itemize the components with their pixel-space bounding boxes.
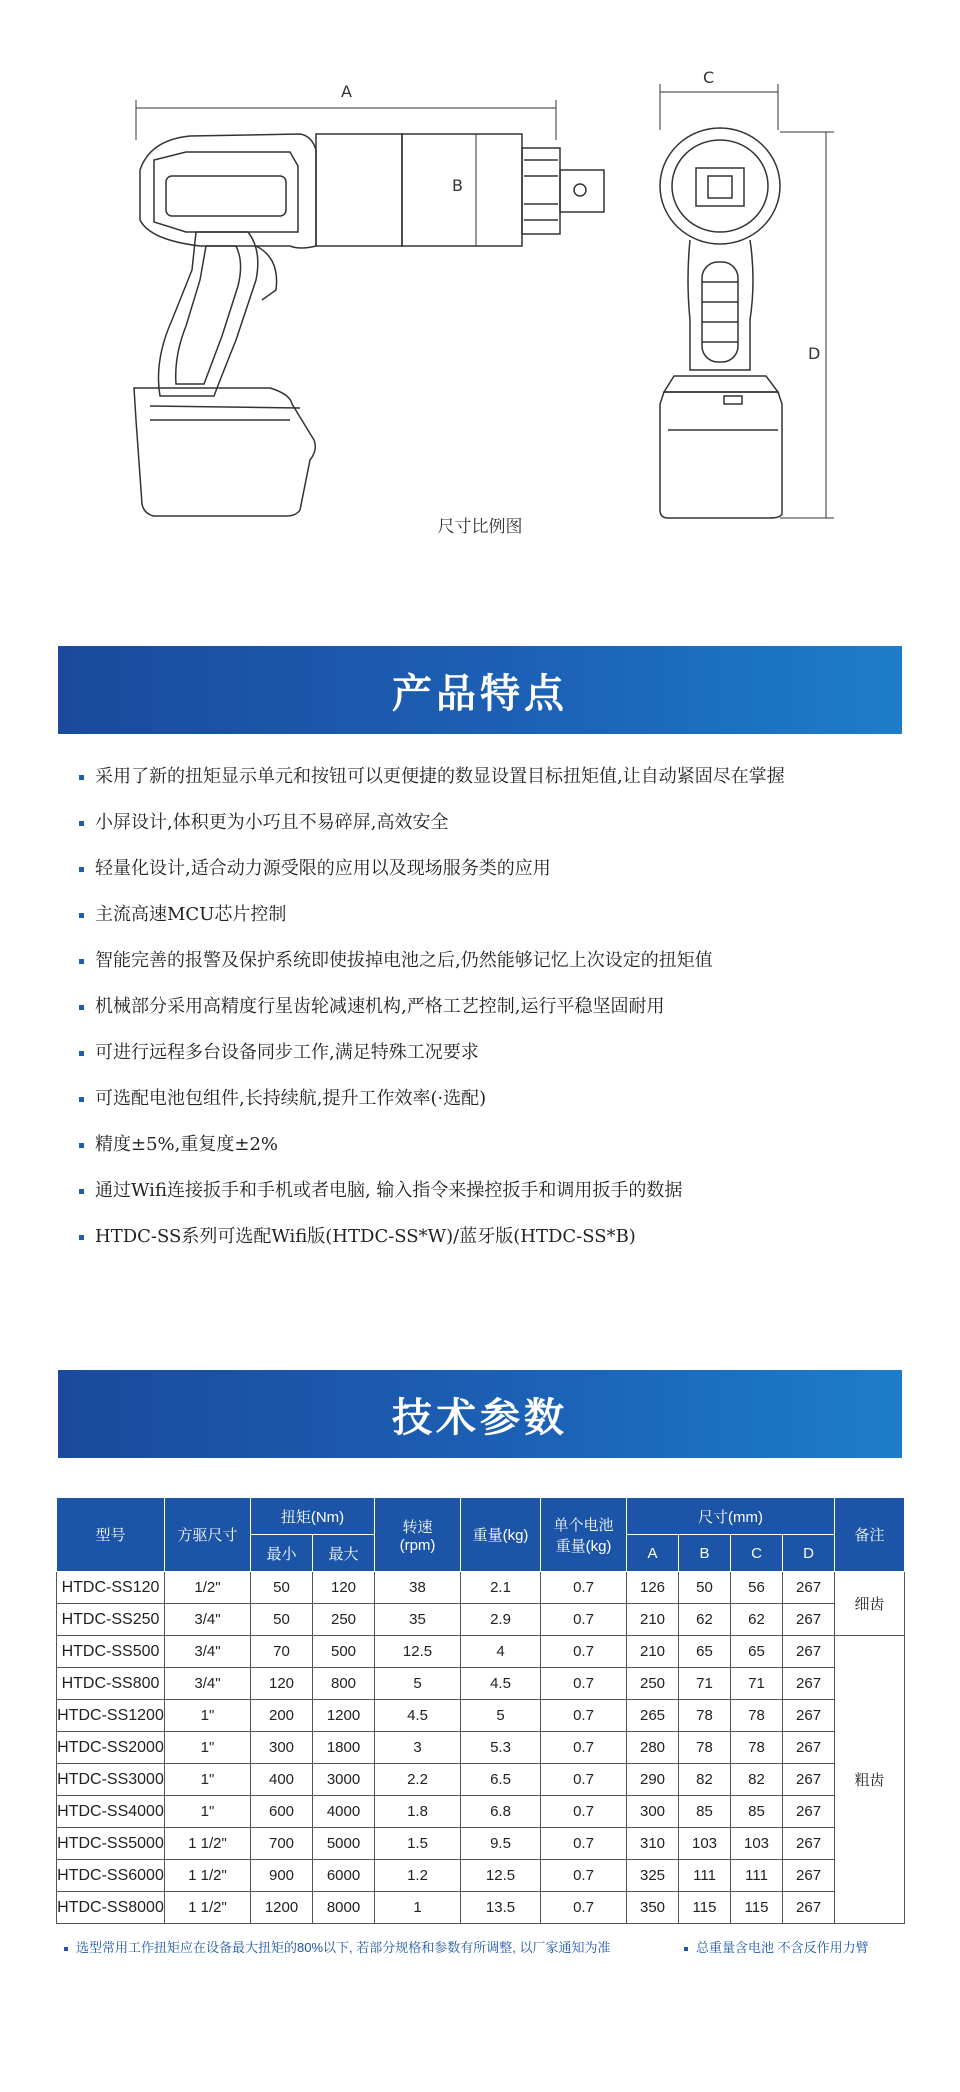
feature-item: 可选配电池包组件,长持续航,提升工作效率(·选配)	[76, 1084, 896, 1130]
feature-item: 智能完善的报警及保护系统即使拔掉电池之后,仍然能够记忆上次设定的扭矩值	[76, 946, 896, 992]
cell-c: 62	[731, 1604, 783, 1636]
cell-max: 800	[313, 1668, 375, 1700]
table-row	[57, 1572, 905, 1604]
cell-c: 71	[731, 1668, 783, 1700]
cell-battery: 0.7	[541, 1636, 627, 1668]
cell-min: 400	[251, 1764, 313, 1796]
cell-d: 267	[783, 1700, 835, 1732]
dim-b-label: B	[452, 176, 463, 195]
table-row	[57, 1892, 905, 1924]
cell-max: 120	[313, 1572, 375, 1604]
cell-weight: 4	[461, 1636, 541, 1668]
cell-max: 1200	[313, 1700, 375, 1732]
cell-drive: 1"	[165, 1732, 251, 1764]
header-size-c: C	[731, 1535, 783, 1572]
cell-a: 210	[627, 1636, 679, 1668]
cell-speed: 4.5	[375, 1700, 461, 1732]
cell-a: 265	[627, 1700, 679, 1732]
cell-battery: 0.7	[541, 1732, 627, 1764]
cell-d: 267	[783, 1604, 835, 1636]
cell-c: 85	[731, 1796, 783, 1828]
cell-d: 267	[783, 1764, 835, 1796]
header-speed-unit: (rpm)	[399, 1536, 436, 1554]
table-row	[57, 1732, 905, 1764]
cell-d: 267	[783, 1828, 835, 1860]
cell-drive: 1/2"	[165, 1572, 251, 1604]
cell-weight: 5	[461, 1700, 541, 1732]
table-row	[57, 1700, 905, 1732]
header-size: 尺寸(mm)	[627, 1498, 835, 1535]
wrench-drawing	[0, 0, 960, 560]
cell-weight: 2.1	[461, 1572, 541, 1604]
cell-max: 3000	[313, 1764, 375, 1796]
cell-b: 111	[679, 1860, 731, 1892]
table-row	[57, 1828, 905, 1860]
cell-min: 600	[251, 1796, 313, 1828]
feature-item: 小屏设计,体积更为小巧且不易碎屏,高效安全	[76, 808, 896, 854]
cell-battery: 0.7	[541, 1604, 627, 1636]
cell-min: 120	[251, 1668, 313, 1700]
cell-min: 700	[251, 1828, 313, 1860]
cell-max: 250	[313, 1604, 375, 1636]
table-row	[57, 1604, 905, 1636]
cell-drive: 3/4"	[165, 1636, 251, 1668]
cell-b: 103	[679, 1828, 731, 1860]
cell-speed: 38	[375, 1572, 461, 1604]
cell-b: 78	[679, 1732, 731, 1764]
cell-battery: 0.7	[541, 1764, 627, 1796]
bullet-icon	[684, 1947, 688, 1951]
header-torque: 扭矩(Nm)	[251, 1498, 375, 1535]
cell-battery: 0.7	[541, 1796, 627, 1828]
cell-min: 50	[251, 1572, 313, 1604]
cell-drive: 1 1/2"	[165, 1860, 251, 1892]
cell-d: 267	[783, 1892, 835, 1924]
cell-note-coarse: 粗齿	[835, 1636, 905, 1924]
cell-d: 267	[783, 1572, 835, 1604]
cell-c: 56	[731, 1572, 783, 1604]
cell-min: 900	[251, 1860, 313, 1892]
feature-item: HTDC-SS系列可选配Wifi版(HTDC-SS*W)/蓝牙版(HTDC-SS*B)	[76, 1222, 896, 1268]
cell-a: 210	[627, 1604, 679, 1636]
cell-d: 267	[783, 1636, 835, 1668]
feature-item: 采用了新的扭矩显示单元和按钮可以更便捷的数显设置目标扭矩值,让自动紧固尽在掌握	[76, 762, 896, 808]
cell-weight: 6.8	[461, 1796, 541, 1828]
cell-drive: 1 1/2"	[165, 1892, 251, 1924]
table-row	[57, 1796, 905, 1828]
header-battery-unit: 重量(kg)	[555, 1537, 612, 1555]
cell-drive: 3/4"	[165, 1604, 251, 1636]
cell-d: 267	[783, 1732, 835, 1764]
cell-speed: 12.5	[375, 1636, 461, 1668]
cell-min: 300	[251, 1732, 313, 1764]
cell-drive: 1"	[165, 1796, 251, 1828]
cell-max: 500	[313, 1636, 375, 1668]
cell-battery: 0.7	[541, 1572, 627, 1604]
feature-item: 机械部分采用高精度行星齿轮减速机构,严格工艺控制,运行平稳坚固耐用	[76, 992, 896, 1038]
cell-model: HTDC-SS5000	[57, 1828, 165, 1860]
header-note: 备注	[835, 1498, 905, 1572]
footnote-text: 选型常用工作扭矩应在设备最大扭矩的80%以下, 若部分规格和参数有所调整, 以厂家通知为准	[76, 1940, 611, 1955]
features-list	[76, 762, 896, 1268]
cell-b: 82	[679, 1764, 731, 1796]
cell-c: 65	[731, 1636, 783, 1668]
cell-a: 280	[627, 1732, 679, 1764]
cell-weight: 6.5	[461, 1764, 541, 1796]
footnote-weight	[684, 1937, 869, 1956]
dim-d-label: D	[808, 344, 821, 363]
feature-item: 通过Wifi连接扳手和手机或者电脑, 输入指令来操控扳手和调用扳手的数据	[76, 1176, 896, 1222]
cell-model: HTDC-SS6000	[57, 1860, 165, 1892]
cell-model: HTDC-SS250	[57, 1604, 165, 1636]
cell-battery: 0.7	[541, 1860, 627, 1892]
cell-model: HTDC-SS4000	[57, 1796, 165, 1828]
feature-item: 主流高速MCU芯片控制	[76, 900, 896, 946]
cell-b: 85	[679, 1796, 731, 1828]
cell-weight: 2.9	[461, 1604, 541, 1636]
cell-weight: 4.5	[461, 1668, 541, 1700]
cell-speed: 1	[375, 1892, 461, 1924]
header-model: 型号	[57, 1498, 165, 1572]
cell-b: 71	[679, 1668, 731, 1700]
cell-battery: 0.7	[541, 1828, 627, 1860]
cell-model: HTDC-SS800	[57, 1668, 165, 1700]
header-torque-min: 最小	[251, 1535, 313, 1572]
cell-model: HTDC-SS500	[57, 1636, 165, 1668]
bullet-icon	[64, 1947, 68, 1951]
cell-a: 126	[627, 1572, 679, 1604]
header-size-a: A	[627, 1535, 679, 1572]
header-speed-label: 转速	[402, 1518, 433, 1536]
cell-d: 267	[783, 1860, 835, 1892]
header-size-b: B	[679, 1535, 731, 1572]
table-row	[57, 1636, 905, 1668]
cell-c: 111	[731, 1860, 783, 1892]
cell-weight: 9.5	[461, 1828, 541, 1860]
cell-min: 70	[251, 1636, 313, 1668]
header-battery	[541, 1498, 627, 1572]
table-row	[57, 1860, 905, 1892]
cell-a: 300	[627, 1796, 679, 1828]
cell-drive: 1"	[165, 1700, 251, 1732]
cell-b: 78	[679, 1700, 731, 1732]
cell-min: 1200	[251, 1892, 313, 1924]
cell-drive: 3/4"	[165, 1668, 251, 1700]
footnote-torque	[64, 1937, 610, 1956]
dimension-diagram	[0, 0, 960, 560]
cell-c: 78	[731, 1700, 783, 1732]
cell-battery: 0.7	[541, 1892, 627, 1924]
diagram-caption: 尺寸比例图	[437, 517, 523, 536]
cell-battery: 0.7	[541, 1668, 627, 1700]
cell-a: 350	[627, 1892, 679, 1924]
cell-max: 6000	[313, 1860, 375, 1892]
header-weight: 重量(kg)	[461, 1498, 541, 1572]
cell-a: 290	[627, 1764, 679, 1796]
cell-a: 325	[627, 1860, 679, 1892]
cell-min: 50	[251, 1604, 313, 1636]
cell-model: HTDC-SS2000	[57, 1732, 165, 1764]
cell-battery: 0.7	[541, 1700, 627, 1732]
cell-c: 115	[731, 1892, 783, 1924]
specs-banner: 技术参数	[58, 1370, 902, 1458]
cell-c: 82	[731, 1764, 783, 1796]
features-banner: 产品特点	[58, 646, 902, 734]
cell-drive: 1 1/2"	[165, 1828, 251, 1860]
header-drive: 方驱尺寸	[165, 1498, 251, 1572]
cell-model: HTDC-SS120	[57, 1572, 165, 1604]
cell-c: 78	[731, 1732, 783, 1764]
cell-b: 50	[679, 1572, 731, 1604]
cell-b: 65	[679, 1636, 731, 1668]
cell-speed: 5	[375, 1668, 461, 1700]
cell-weight: 5.3	[461, 1732, 541, 1764]
cell-model: HTDC-SS3000	[57, 1764, 165, 1796]
dim-a-label: A	[341, 82, 352, 101]
cell-max: 5000	[313, 1828, 375, 1860]
footnote-text: 总重量含电池 不含反作用力臂	[696, 1940, 869, 1955]
cell-model: HTDC-SS8000	[57, 1892, 165, 1924]
header-size-d: D	[783, 1535, 835, 1572]
cell-note-fine: 细齿	[835, 1572, 905, 1636]
cell-speed: 2.2	[375, 1764, 461, 1796]
cell-c: 103	[731, 1828, 783, 1860]
cell-max: 1800	[313, 1732, 375, 1764]
table-row	[57, 1764, 905, 1796]
feature-item: 精度±5%,重复度±2%	[76, 1130, 896, 1176]
cell-d: 267	[783, 1796, 835, 1828]
cell-min: 200	[251, 1700, 313, 1732]
cell-model: HTDC-SS1200	[57, 1700, 165, 1732]
dim-c-label: C	[703, 68, 715, 87]
cell-speed: 1.5	[375, 1828, 461, 1860]
cell-drive: 1"	[165, 1764, 251, 1796]
header-torque-max: 最大	[313, 1535, 375, 1572]
cell-d: 267	[783, 1668, 835, 1700]
header-battery-label: 单个电池	[553, 1516, 614, 1534]
cell-a: 250	[627, 1668, 679, 1700]
cell-speed: 1.2	[375, 1860, 461, 1892]
feature-item: 可进行远程多台设备同步工作,满足特殊工况要求	[76, 1038, 896, 1084]
cell-speed: 35	[375, 1604, 461, 1636]
cell-b: 115	[679, 1892, 731, 1924]
cell-max: 4000	[313, 1796, 375, 1828]
cell-speed: 3	[375, 1732, 461, 1764]
table-row	[57, 1668, 905, 1700]
cell-b: 62	[679, 1604, 731, 1636]
cell-weight: 12.5	[461, 1860, 541, 1892]
cell-max: 8000	[313, 1892, 375, 1924]
feature-item: 轻量化设计,适合动力源受限的应用以及现场服务类的应用	[76, 854, 896, 900]
cell-speed: 1.8	[375, 1796, 461, 1828]
header-speed	[375, 1498, 461, 1572]
cell-weight: 13.5	[461, 1892, 541, 1924]
spec-table	[56, 1497, 905, 1924]
cell-a: 310	[627, 1828, 679, 1860]
